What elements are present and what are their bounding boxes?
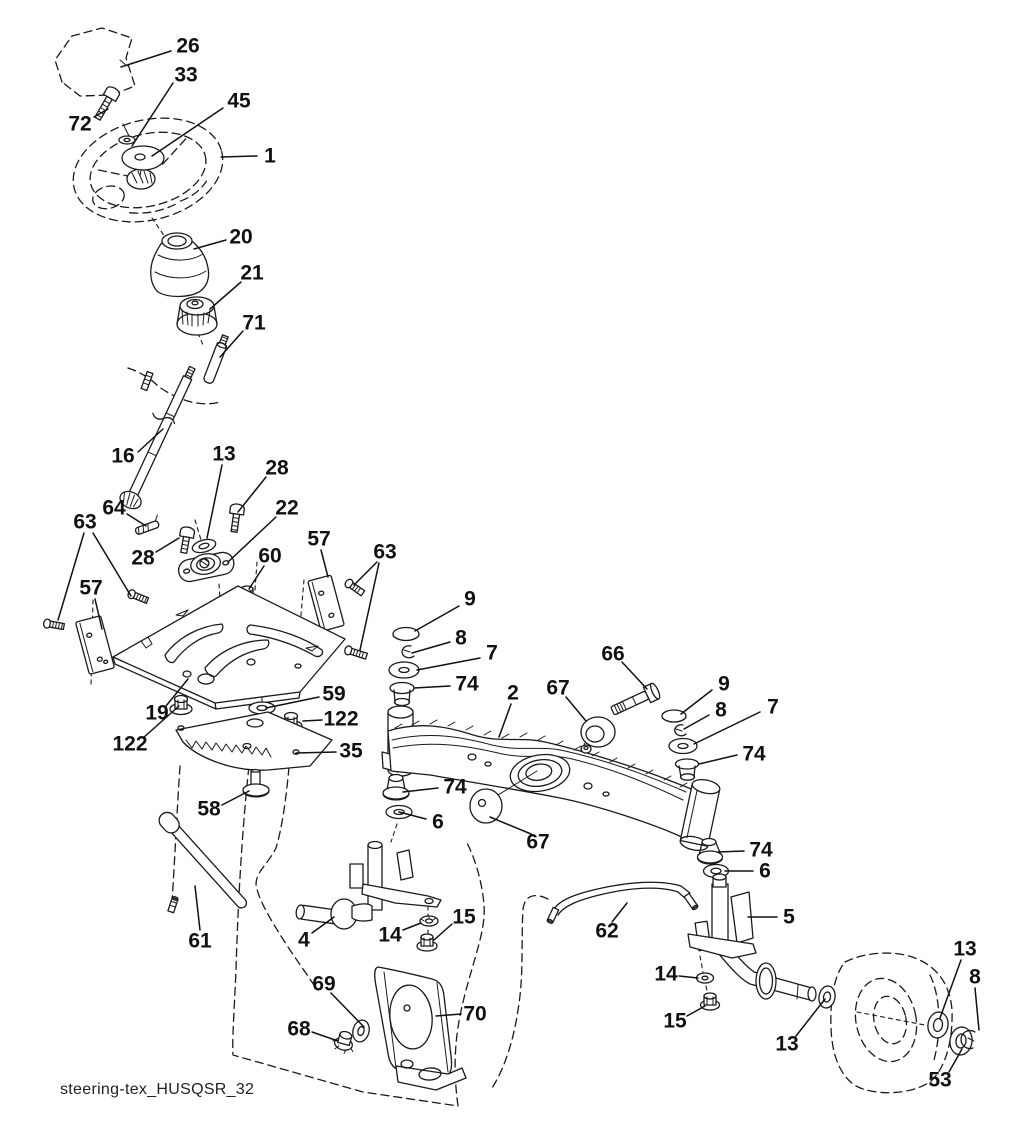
svg-text:2: 2 bbox=[507, 681, 519, 705]
svg-text:69: 69 bbox=[312, 972, 336, 996]
svg-text:14: 14 bbox=[654, 962, 678, 986]
callout-14 bbox=[654, 963, 698, 986]
callout-21 bbox=[210, 262, 264, 310]
tie-rod-62 bbox=[547, 882, 699, 924]
callout-13 bbox=[207, 443, 236, 539]
svg-text:13: 13 bbox=[775, 1032, 799, 1056]
splined-bushing-21 bbox=[177, 297, 217, 335]
alignment-lines bbox=[91, 218, 708, 996]
retainer-clip-64 bbox=[133, 515, 162, 535]
washer-13-top bbox=[191, 537, 217, 555]
svg-text:13: 13 bbox=[212, 442, 236, 466]
svg-text:7: 7 bbox=[486, 641, 498, 665]
callout-28 bbox=[131, 538, 179, 570]
flange-nut-15-center bbox=[417, 934, 437, 951]
callout-20 bbox=[194, 226, 253, 250]
screw-63-c bbox=[344, 578, 366, 597]
svg-text:74: 74 bbox=[749, 838, 773, 862]
washer-59 bbox=[249, 702, 275, 714]
callout-33 bbox=[132, 64, 198, 147]
svg-text:58: 58 bbox=[197, 797, 221, 821]
washer-69 bbox=[350, 1018, 371, 1043]
shaft-sleeve-71 bbox=[203, 334, 230, 384]
svg-text:72: 72 bbox=[68, 112, 92, 136]
steering-boot-20 bbox=[151, 233, 209, 297]
svg-text:122: 122 bbox=[323, 707, 359, 731]
washer-14-right bbox=[697, 973, 714, 983]
svg-text:28: 28 bbox=[131, 546, 155, 570]
callout-74 bbox=[718, 839, 773, 862]
callout-8 bbox=[684, 699, 727, 730]
insert-cap bbox=[55, 28, 135, 96]
svg-text:9: 9 bbox=[718, 672, 730, 696]
callout-57 bbox=[307, 528, 330, 578]
svg-text:122: 122 bbox=[112, 732, 148, 756]
svg-text:63: 63 bbox=[73, 510, 97, 534]
callout-6 bbox=[399, 811, 444, 834]
washer-7-right bbox=[669, 739, 697, 754]
washer-13-wheel-right bbox=[926, 1011, 949, 1040]
bolt-66 bbox=[609, 682, 661, 719]
callout-69 bbox=[312, 973, 364, 1028]
svg-text:28: 28 bbox=[265, 456, 289, 480]
lock-washer-33 bbox=[119, 136, 135, 144]
svg-text:20: 20 bbox=[229, 225, 253, 249]
svg-text:8: 8 bbox=[715, 698, 727, 722]
svg-text:6: 6 bbox=[759, 859, 771, 883]
drag-link-61 bbox=[156, 809, 251, 913]
callout-66 bbox=[601, 643, 647, 690]
svg-text:15: 15 bbox=[663, 1009, 687, 1033]
callout-14 bbox=[378, 923, 421, 947]
svg-text:14: 14 bbox=[378, 923, 402, 947]
svg-text:53: 53 bbox=[928, 1068, 952, 1092]
callout-7 bbox=[694, 696, 779, 745]
svg-text:16: 16 bbox=[111, 444, 135, 468]
callout-6 bbox=[725, 860, 771, 883]
bushing-74-center bbox=[383, 775, 409, 801]
svg-text:1: 1 bbox=[264, 144, 276, 168]
bolt-axis-line bbox=[123, 124, 129, 136]
screw-63-a bbox=[43, 619, 65, 631]
callout-15 bbox=[663, 1006, 705, 1033]
svg-text:57: 57 bbox=[79, 576, 103, 600]
callout-74 bbox=[414, 673, 479, 696]
svg-text:5: 5 bbox=[783, 905, 795, 929]
cap-9-right bbox=[662, 710, 686, 722]
svg-text:62: 62 bbox=[595, 919, 619, 943]
svg-text:45: 45 bbox=[227, 89, 251, 113]
svg-text:71: 71 bbox=[242, 311, 266, 335]
callout-63 bbox=[58, 511, 131, 621]
svg-text:74: 74 bbox=[455, 672, 479, 696]
svg-text:60: 60 bbox=[258, 544, 282, 568]
screw-63-d bbox=[344, 645, 368, 661]
spindle-4 bbox=[295, 842, 441, 930]
callout-8 bbox=[969, 966, 981, 1031]
flanged-bushing-67 bbox=[581, 717, 615, 753]
e-ring-8-right bbox=[675, 725, 686, 736]
callout-67 bbox=[490, 817, 550, 854]
callout-72 bbox=[68, 109, 108, 136]
svg-text:68: 68 bbox=[287, 1017, 311, 1041]
svg-text:21: 21 bbox=[240, 261, 264, 285]
svg-text:9: 9 bbox=[464, 587, 476, 611]
cap-9-left bbox=[393, 628, 419, 641]
bushing-74-right-top bbox=[676, 759, 699, 780]
svg-text:8: 8 bbox=[455, 626, 467, 650]
svg-text:61: 61 bbox=[188, 929, 212, 953]
callout-62 bbox=[595, 903, 627, 943]
support-plate-19 bbox=[113, 586, 345, 709]
bushing-74-left-top bbox=[390, 683, 414, 706]
callout-68 bbox=[287, 1018, 338, 1042]
svg-text:67: 67 bbox=[546, 676, 570, 700]
callout-74 bbox=[699, 743, 766, 766]
svg-text:15: 15 bbox=[452, 905, 476, 929]
callout-61 bbox=[188, 886, 212, 953]
svg-text:70: 70 bbox=[463, 1002, 487, 1026]
steering-shaft-16 bbox=[112, 361, 202, 512]
svg-text:59: 59 bbox=[322, 682, 346, 706]
svg-text:19: 19 bbox=[145, 701, 169, 725]
flange-bearing-22 bbox=[176, 548, 236, 583]
svg-text:66: 66 bbox=[601, 642, 625, 666]
svg-text:6: 6 bbox=[432, 810, 444, 834]
svg-text:33: 33 bbox=[174, 63, 198, 87]
callout-15 bbox=[434, 906, 476, 941]
callout-13 bbox=[775, 999, 825, 1056]
callout-122 bbox=[303, 708, 359, 731]
callout-5 bbox=[748, 906, 795, 929]
axle-bracket-70 bbox=[375, 967, 466, 1090]
callout-2 bbox=[499, 682, 519, 738]
svg-text:57: 57 bbox=[307, 527, 331, 551]
svg-text:22: 22 bbox=[275, 496, 299, 520]
svg-text:63: 63 bbox=[373, 540, 397, 564]
svg-text:26: 26 bbox=[176, 34, 200, 58]
washer-14-center bbox=[420, 916, 438, 926]
callout-45 bbox=[152, 90, 251, 157]
svg-text:8: 8 bbox=[969, 965, 981, 989]
bracket-57-left bbox=[75, 616, 114, 675]
svg-text:67: 67 bbox=[526, 830, 550, 854]
svg-text:64: 64 bbox=[102, 496, 126, 520]
figure-code-label: steering-tex_HUSQSR_32 bbox=[60, 1081, 255, 1098]
callout-74 bbox=[403, 776, 467, 799]
callout-60 bbox=[249, 545, 282, 590]
callout-26 bbox=[121, 35, 200, 68]
svg-text:74: 74 bbox=[443, 775, 467, 799]
screw-63-b bbox=[127, 589, 149, 605]
svg-text:7: 7 bbox=[767, 695, 779, 719]
callout-53 bbox=[928, 1049, 962, 1092]
callout-8 bbox=[412, 627, 467, 654]
callout-67 bbox=[546, 677, 586, 722]
e-ring-8-left bbox=[402, 646, 414, 658]
svg-text:13: 13 bbox=[953, 937, 977, 961]
callout-71 bbox=[220, 312, 266, 358]
callout-58 bbox=[197, 791, 249, 821]
svg-text:74: 74 bbox=[742, 742, 766, 766]
callout-9 bbox=[415, 588, 476, 632]
washer-7-left bbox=[389, 662, 419, 678]
svg-text:35: 35 bbox=[339, 739, 363, 763]
svg-text:4: 4 bbox=[298, 928, 310, 952]
callout-1 bbox=[221, 145, 276, 168]
